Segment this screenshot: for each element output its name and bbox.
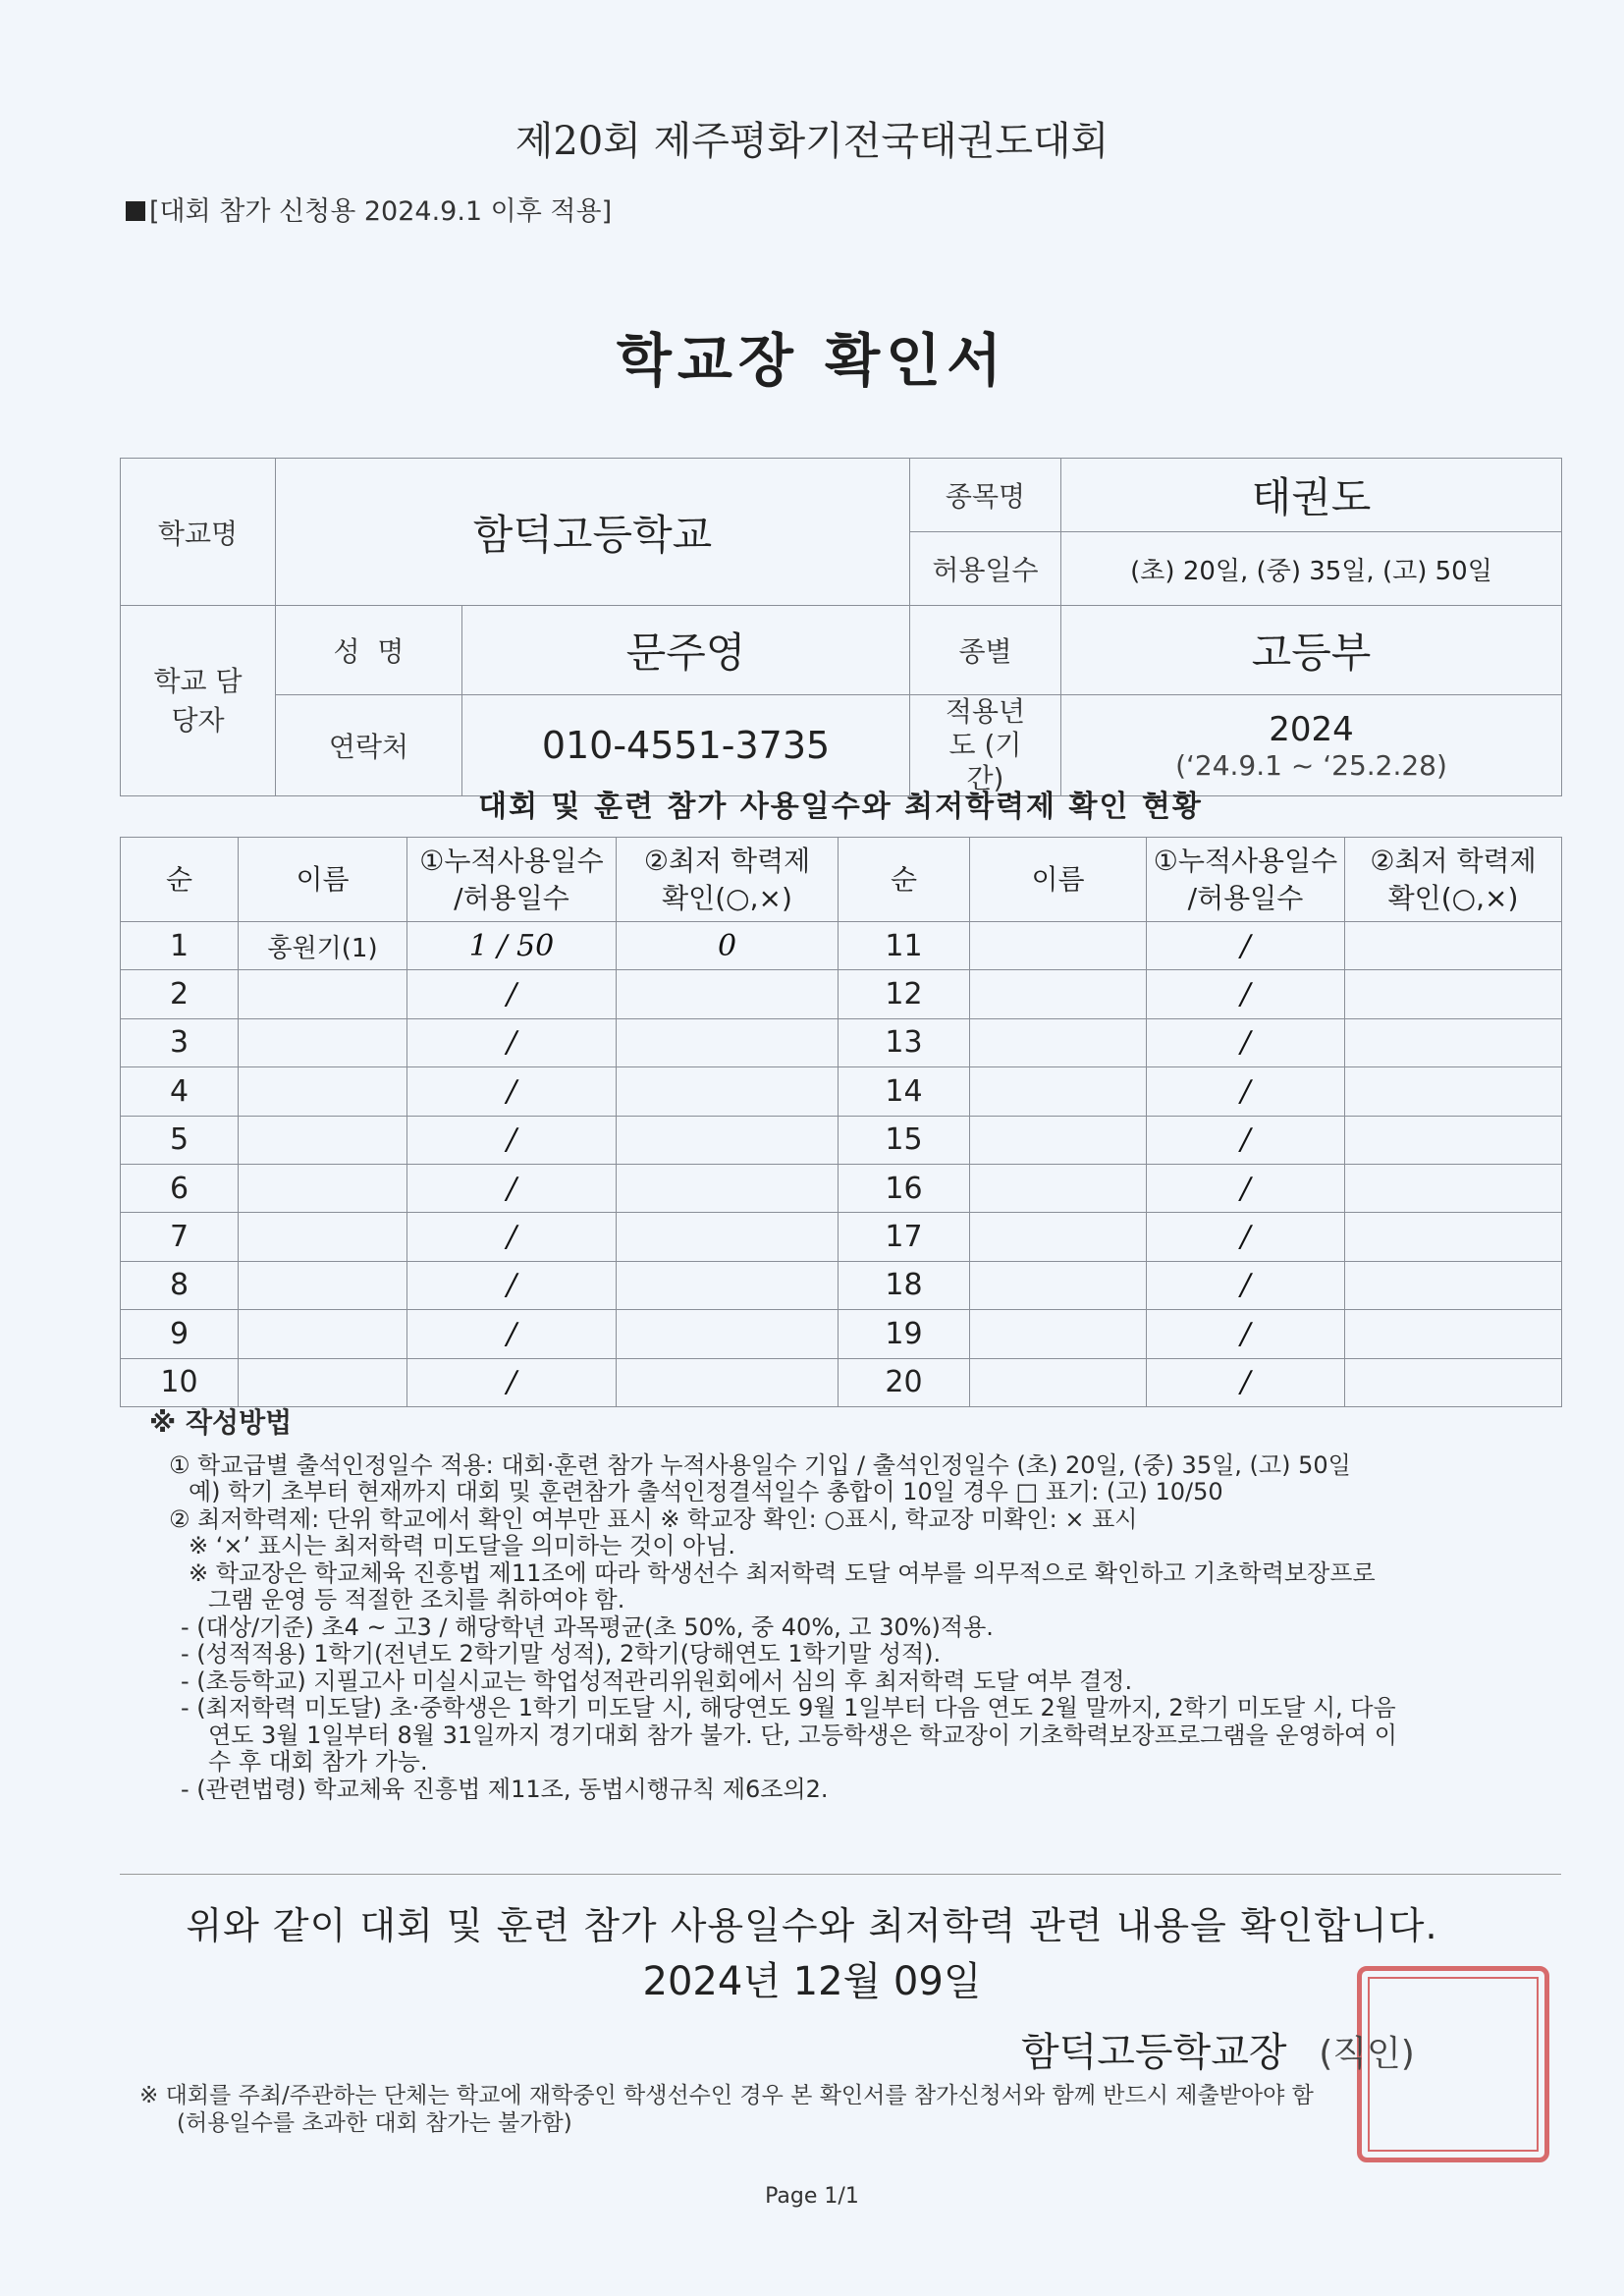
cell-name [239,1116,407,1164]
cell-name [239,1358,407,1406]
year-label: 적용년도 (기간) [910,695,1061,796]
table-row [121,970,1562,1018]
cell-days: / [407,1067,617,1116]
cell-academic [1345,1067,1562,1116]
cell-name [970,1213,1147,1261]
cell-name [239,1067,407,1116]
cell-academic [617,1310,839,1358]
note-line: ① 학교급별 출석인정일수 적용: 대회·훈련 참가 누적사용일수 기입 / 출석인정일수 (초) 20일, (중) 35일, (고) 50일 [169,1450,1351,1479]
cell-academic: 0 [617,922,839,970]
cell-days: / [407,1358,617,1406]
cell-academic [617,1067,839,1116]
cell-name [239,1213,407,1261]
header-name: 이름 [970,838,1147,922]
note-line: - (대상/기준) 초4 ~ 고3 / 해당학년 과목평균(초 50%, 중 40%, 고 30%)적용. [181,1613,994,1641]
allowed-days-value: (초) 20일, (중) 35일, (고) 50일 [1061,532,1562,606]
cell-no: 20 [839,1358,970,1406]
cell-name [970,922,1147,970]
header-days: ①누적사용일수 /허용일수 [407,838,617,922]
cell-name: 홍원기(1) [239,922,407,970]
cell-no: 17 [839,1213,970,1261]
cell-days: / [407,1018,617,1066]
cell-academic [617,1213,839,1261]
contact-value: 010-4551-3735 [462,695,910,796]
cell-name [239,1261,407,1309]
notes-heading: ※ 작성방법 [149,1406,293,1439]
cell-days: / [407,1116,617,1164]
confirmation-date: 2024년 12월 09일 [642,1959,982,2004]
header-name: 이름 [239,838,407,922]
document-title: 학교장 확인서 [616,327,1008,394]
cell-days: / [407,1213,617,1261]
header-days: ①누적사용일수 /허용일수 [1147,838,1345,922]
cell-no: 2 [121,970,239,1018]
note-line: ※ ‘×’ 표시는 최저학력 미도달을 의미하는 것이 아님. [189,1532,736,1559]
footnote-line: ※ 대회를 주최/주관하는 단체는 학교에 재학중인 학생선수인 경우 본 확인서를 참가신청서와 함께 반드시 제출받아야 함 [139,2083,1314,2108]
note-line: - (성적적용) 1학기(전년도 2학기말 성적), 2학기(당해연도 1학기말 성적). [181,1640,942,1667]
note-line: ② 최저학력제: 단위 학교에서 확인 여부만 표시 ※ 학교장 확인: ○표시, 학교장 미확인: × 표시 [169,1504,1138,1533]
header-no: 순 [121,838,239,922]
school-label: 학교명 [121,459,276,606]
writing-instructions [139,1406,1534,1803]
cell-name [970,1261,1147,1309]
note-line: - (최저학력 미도달) 초·중학생은 1학기 미도달 시, 해당연도 9월 1일부터 다음 연도 2월 말까지, 2학기 미도달 시, 다음 [181,1694,1396,1722]
category-label: 종별 [910,606,1061,695]
seal-note: (직인) [1319,2034,1415,2074]
form-note-text: [대회 참가 신청용 2024.9.1 이후 적용] [149,196,613,227]
principal-name: 함덕고등학교장 [1021,2030,1287,2075]
cell-no: 1 [121,922,239,970]
footnote-line: (허용일수를 초과한 대회 참가는 불가함) [177,2110,572,2136]
cell-name [970,1164,1147,1212]
table-row [121,1310,1562,1358]
cell-academic [617,1018,839,1066]
cell-no: 7 [121,1213,239,1261]
cell-no: 3 [121,1018,239,1066]
allowed-days-label: 허용일수 [910,532,1061,606]
year-period: (‘24.9.1 ~ ‘25.2.28) [1175,748,1447,782]
cell-days: / [1147,1261,1345,1309]
principal-signature [1021,2021,1415,2077]
cell-academic [617,1358,839,1406]
cell-no: 9 [121,1310,239,1358]
usage-table [120,837,1562,1407]
table-row [121,1213,1562,1261]
cell-days: / [407,1164,617,1212]
cell-no: 8 [121,1261,239,1309]
cell-no: 11 [839,922,970,970]
header-no: 순 [839,838,970,922]
staff-label: 학교 담당자 [121,606,276,796]
note-line: 그램 운영 등 적절한 조치를 취하여야 함. [208,1586,625,1613]
cell-name [970,1358,1147,1406]
name-value: 문주영 [462,606,910,695]
cell-no: 14 [839,1067,970,1116]
cell-days: / [1147,1067,1345,1116]
cell-days: / [1147,922,1345,970]
cell-no: 16 [839,1164,970,1212]
cell-days: / [1147,1164,1345,1212]
cell-academic [1345,1164,1562,1212]
cell-no: 18 [839,1261,970,1309]
cell-academic [1345,1358,1562,1406]
event-title: 제20회 제주평화기전국태권도대회 [514,119,1110,164]
cell-no: 13 [839,1018,970,1066]
cell-days: / [1147,1116,1345,1164]
cell-academic [617,1261,839,1309]
cell-academic [1345,1213,1562,1261]
square-bullet-icon [126,201,145,221]
note-line: 예) 학기 초부터 현재까지 대회 및 훈련참가 출석인정결석일수 총합이 10일 경우 □ 표기: (고) 10/50 [189,1478,1223,1505]
cell-days: / [407,1310,617,1358]
cell-no: 15 [839,1116,970,1164]
cell-name [239,1310,407,1358]
usage-table-body [121,838,1562,1407]
cell-no: 6 [121,1164,239,1212]
cell-academic [617,1116,839,1164]
footnote [139,2082,1534,2137]
form-note [126,190,612,228]
cell-days: / [407,1261,617,1309]
contact-label: 연락처 [276,695,462,796]
cell-name [970,1067,1147,1116]
cell-days: / [1147,1358,1345,1406]
cell-days: / [1147,970,1345,1018]
cell-name [970,1018,1147,1066]
sport-label: 종목명 [910,459,1061,532]
cell-name [239,970,407,1018]
table-row [121,1261,1562,1309]
cell-academic [1345,1018,1562,1066]
school-name: 함덕고등학교 [276,459,910,606]
header-academic: ②최저 학력제 확인(○,×) [1345,838,1562,922]
cell-no: 5 [121,1116,239,1164]
info-table [120,458,1562,796]
cell-name [970,970,1147,1018]
cell-no: 10 [121,1358,239,1406]
table-row [121,1018,1562,1066]
header-academic: ②최저 학력제 확인(○,×) [617,838,839,922]
cell-days: / [407,970,617,1018]
status-title: 대회 및 훈련 참가 사용일수와 최저학력제 확인 현황 [478,790,1203,824]
cell-days: 1 / 50 [407,922,617,970]
cell-no: 4 [121,1067,239,1116]
table-row [121,1116,1562,1164]
page-number: Page 1/1 [765,2184,859,2209]
divider [120,1874,1561,1875]
cell-academic [1345,1310,1562,1358]
cell-name [239,1164,407,1212]
table-row [121,1164,1562,1212]
note-line: 수 후 대회 참가 가능. [208,1748,428,1776]
confirmation-statement: 위와 같이 대회 및 훈련 참가 사용일수와 최저학력 관련 내용을 확인합니다. [186,1904,1438,1947]
cell-days: / [1147,1213,1345,1261]
cell-academic [1345,1261,1562,1309]
note-line: - (초등학교) 지필고사 미실시교는 학업성적관리위원회에서 심의 후 최저학력 도달 여부 결정. [181,1667,1133,1695]
cell-academic [1345,1116,1562,1164]
cell-days: / [1147,1018,1345,1066]
cell-academic [617,970,839,1018]
note-line: ※ 학교장은 학교체육 진흥법 제11조에 따라 학생선수 최저학력 도달 여부를 의무적으로 확인하고 기초학력보장프로 [189,1558,1376,1587]
note-line: 연도 3월 1일부터 8월 31일까지 경기대회 참가 불가. 단, 고등학생은 학교장이 기초학력보장프로그램을 운영하여 이 [208,1721,1397,1749]
table-row [121,1067,1562,1116]
cell-name [239,1018,407,1066]
year-value: 2024 [1269,709,1354,749]
cell-days: / [1147,1310,1345,1358]
cell-academic [617,1164,839,1212]
note-line: - (관련법령) 학교체육 진흥법 제11조, 동법시행규칙 제6조의2. [181,1775,829,1803]
sport-value: 태권도 [1061,459,1562,532]
cell-no: 19 [839,1310,970,1358]
table-row [121,922,1562,970]
cell-academic [1345,970,1562,1018]
name-label: 성 명 [276,606,462,695]
category-value: 고등부 [1061,606,1562,695]
cell-name [970,1310,1147,1358]
cell-academic [1345,922,1562,970]
cell-no: 12 [839,970,970,1018]
cell-name [970,1116,1147,1164]
table-row [121,1358,1562,1406]
